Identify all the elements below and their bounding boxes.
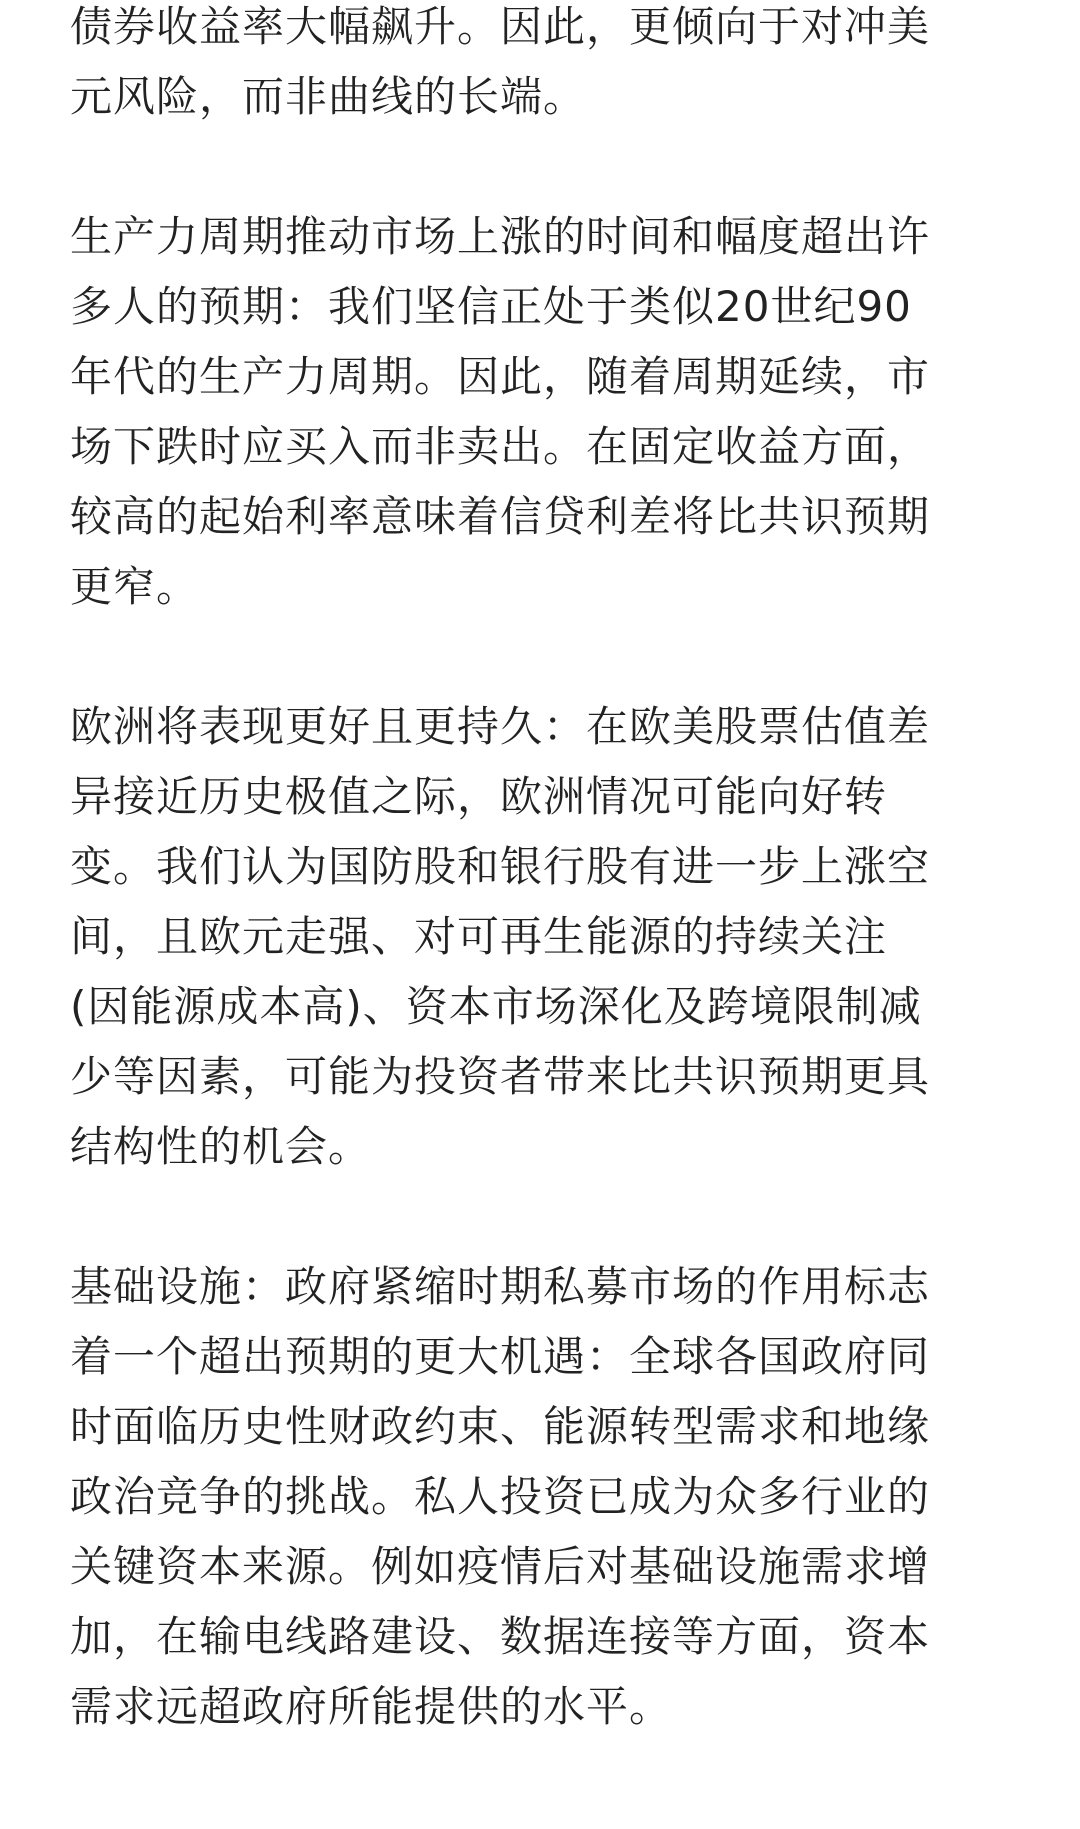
- paragraph-productivity-cycle: 生产力周期推动市场上涨的时间和幅度超出许 多人的预期：我们坚信正处于类似20世纪90 年代的生产力周期。因此，随着周期延续，市 场下跌时应买入而非卖出。在固定收益方面， 较高的起始利率意味着信贷利差将比共识预期 更窄。: [70, 212, 931, 611]
- article-body: [70, 0, 1010, 1742]
- paragraph-gap: [70, 1182, 1010, 1252]
- paragraph-europe-outlook: 欧洲将表现更好且更持久：在欧美股票估值差 异接近历史极值之际，欧洲情况可能向好转 变。我们认为国防股和银行股有进一步上涨空 间，且欧元走强、对可再生能源的持续关注 (因能源成本高)、资本市场深化及跨境限制减 少等因素，可能为投资者带来比共识预期更具 结构性的机会。: [70, 702, 931, 1171]
- paragraph-dollar-hedge: 债券收益率大幅飙升。因此，更倾向于对冲美 元风险，而非曲线的长端。: [70, 2, 931, 121]
- paragraph-infrastructure: 基础设施：政府紧缩时期私募市场的作用标志 着一个超出预期的更大机遇：全球各国政府同 时面临历史性财政约束、能源转型需求和地缘 政治竞争的挑战。私人投资已成为众多行业的 关键资本来源。例如疫情后对基础设施需求增 加，在输电线路建设、数据连接等方面，资本 需求远超政府所能提供的水平。: [70, 1262, 931, 1731]
- paragraph-gap: [70, 132, 1010, 202]
- paragraph-gap: [70, 622, 1010, 692]
